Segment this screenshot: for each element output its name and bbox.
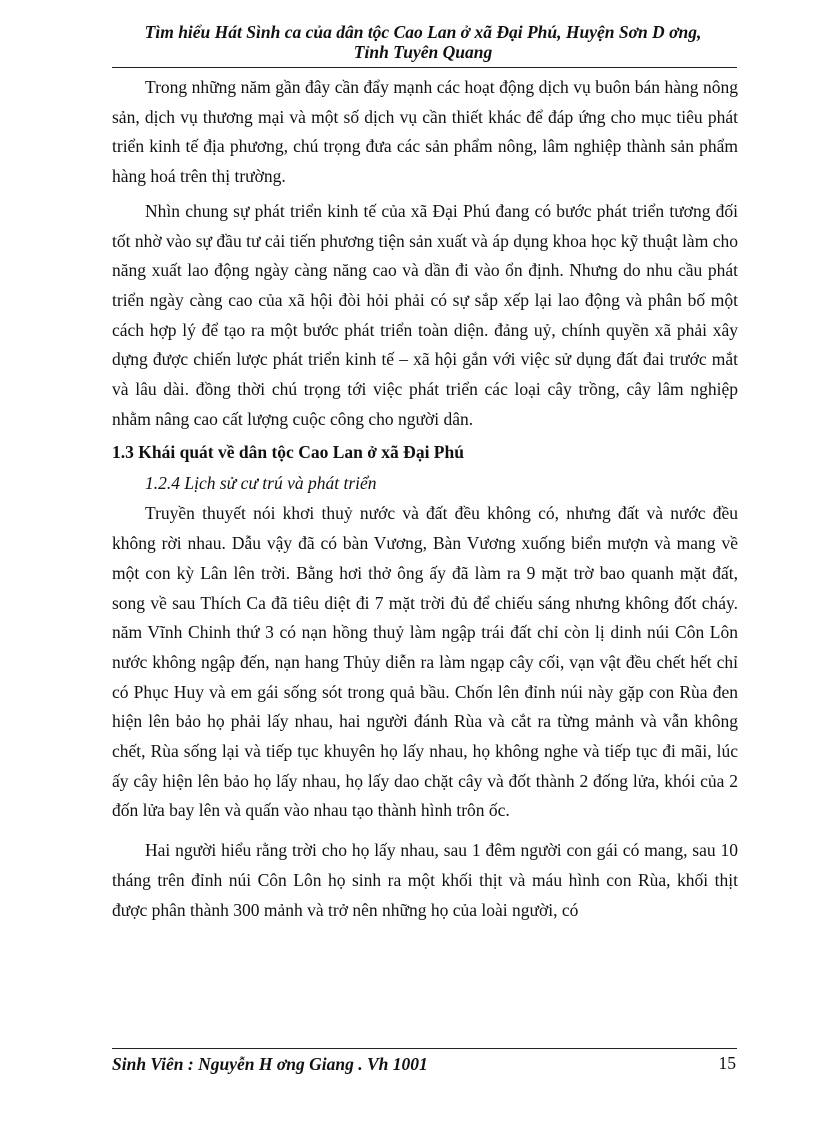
paragraph-economic-development: Nhìn chung sự phát triển kinh tế của xã Đại Phú đang có bước phát triển tương đối tốt nhờ vào sự đầu tư cải tiến phương tiện sản xuất và áp dụng khoa học kỹ thuật làm cho năng xuất lao động ngày càng năng cao và dần đi vào ổn định. Nhưng do nhu cầu phát triển ngày càng cao của xã hội đòi hỏi phải có sự sắp xếp lại lao động và phân bố một cách hợp lý để tạo ra một bước phát triển toàn diện. đảng uỷ, chính quyền xã phải xây dựng được chiến lược phát triển kinh tế – xã hội gắn với việc sử dụng đất đai trước mắt và lâu dài. đồng thời chú trọng tới việc phát triển các loại cây trồng, cây lâm nghiệp nhằm nâng cao cất lượng cuộc công cho người dân. [112,200,738,429]
header-title-line-2: Tỉnh Tuyên Quang [353,42,493,62]
header-divider [112,67,737,68]
footer-divider [112,1048,737,1049]
paragraph-legend: Truyền thuyết nói khơi thuỷ nước và đất đều không có, nhưng đất và nước đều không rời nhau. Dẫu vậy đã có bàn Vương, Bàn Vương xuống biển mượn và mang về một con kỳ Lân lên trời. Bằng hơi thở ông ấy đã làm ra 9 mặt trờ bao quanh mặt đất, song về sau Thích Ca đã tiêu diệt đi 7 mặt trời đủ để chiếu sáng nhưng không đốt cháy. năm Vĩnh Chinh thứ 3 có nạn hồng thuỷ làm ngập trái đất chỉ còn lị dinh núi Côn Lôn nước không ngập đến, nạn hang Thủy diễn ra làm ngạp cây cối, vạn vật đều chết hết chỉ có Phục Huy và em gái sống sót trong quả bầu. Chốn lên đỉnh núi này gặp con Rùa đen hiện lên bảo họ phải lấy nhau, hai người đánh Rùa và cắt ra từng mảnh và vẫn không chết, Rùa sống lại và tiếp tục khuyên họ lấy nhau, họ không nghe và tiếp tục đi mãi, lúc ấy cây hiện lên bảo họ lấy nhau, họ lấy dao chặt cây và đốt thành 2 đống lửa, khói của 2 đốn lửa bay lên và quấn vào nhau tạo thành hình trôn ốc. [112,503,738,821]
paragraph-services: Trong những năm gần đây cần đẩy mạnh các hoạt động dịch vụ buôn bán hàng nông sản, dịch vụ thương mại và một số dịch vụ cần thiết khác để đáp ứng cho mục tiêu phát triển kinh tế địa phương, chú trọng đưa các sản phẩm nông, lâm nghiệp thành sản phẩm hàng hoá trên thị trường. [112,77,738,187]
footer-author: Sinh Viên : Nguyễn H ơng Giang . Vh 1001 [112,1054,428,1074]
subsection-heading: 1.2.4 Lịch sử cư trú và phát triển [145,473,377,494]
page-number: 15 [718,1053,736,1073]
section-heading: 1.3 Khái quát về dân tộc Cao Lan ở xã Đại Phú [112,442,464,463]
document-body [112,73,738,925]
header-title-line-1: Tìm hiểu Hát Sình ca của dân tộc Cao Lan ở xã Đại Phú, Huyện Sơn D ơng, [144,22,702,42]
page-header [110,22,736,62]
paragraph-origin: Hai người hiểu rằng trời cho họ lấy nhau, sau 1 đêm người con gái có mang, sau 10 tháng trên đỉnh núi Côn Lôn họ sinh ra một khối thịt và máu hình con Rùa, khối thịt được phân thành 300 mảnh và trở nên những họ của loài người, có [112,840,738,920]
